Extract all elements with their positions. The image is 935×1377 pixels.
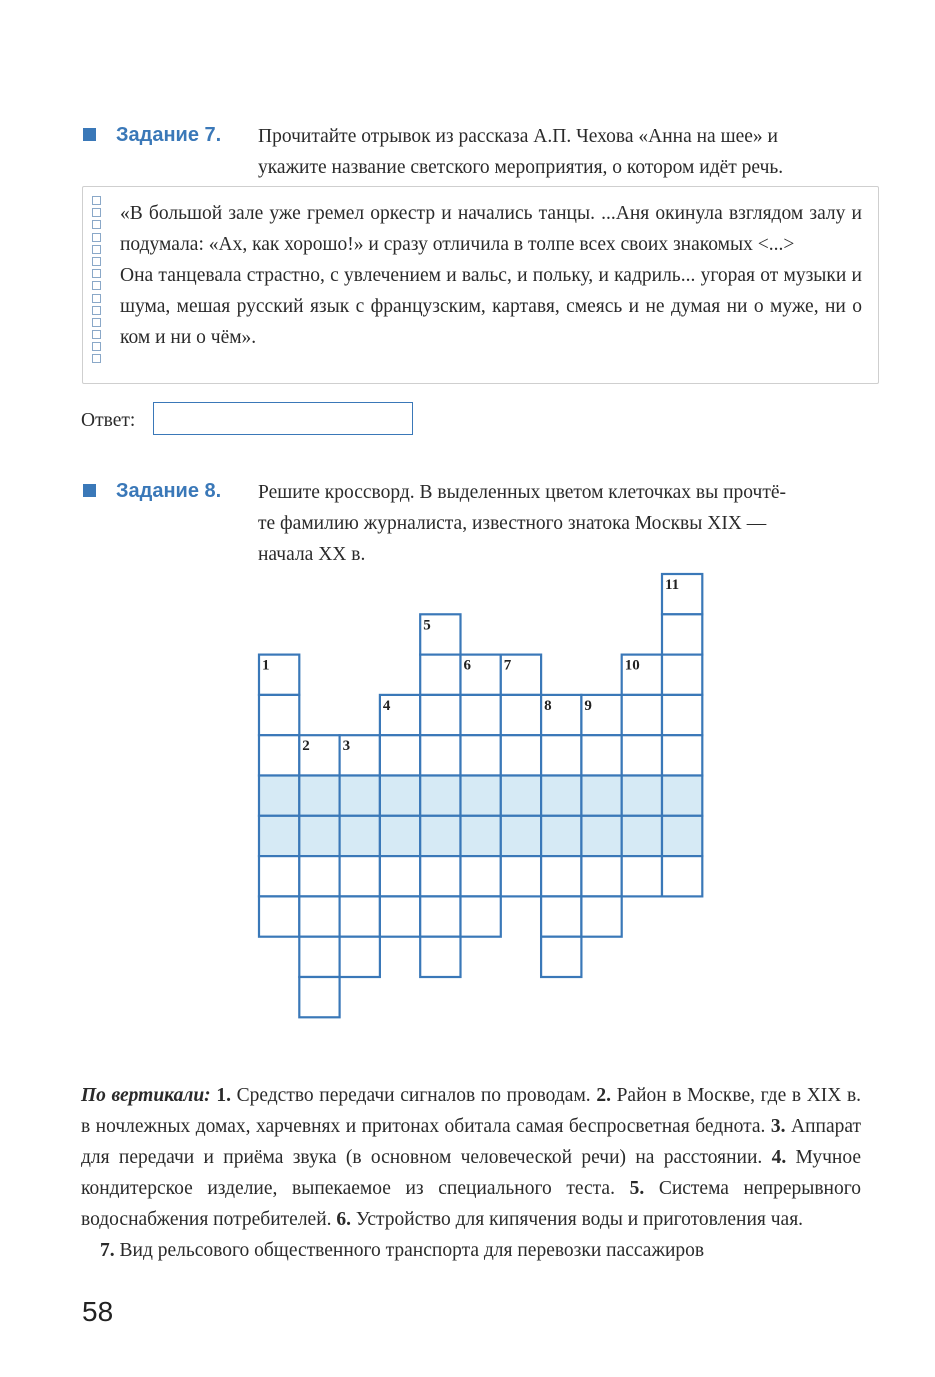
crossword-cell[interactable] — [420, 937, 460, 977]
task7-line2: укажите название светского мероприятия, о котором идёт речь. — [258, 157, 784, 178]
clue-number: 5. — [629, 1178, 645, 1199]
crossword-cell-highlighted[interactable] — [662, 816, 702, 856]
crossword-cell[interactable] — [461, 856, 501, 896]
crossword-cell[interactable] — [420, 655, 460, 695]
crossword-cell[interactable] — [259, 896, 299, 936]
task7-label: Задание 7. — [116, 124, 222, 146]
crossword-clue-number: 1 — [262, 657, 270, 674]
crossword-cell-highlighted[interactable] — [541, 776, 581, 816]
crossword-cell[interactable] — [622, 856, 662, 896]
crossword-clue-number: 11 — [665, 577, 680, 593]
crossword-cell-highlighted[interactable] — [259, 816, 299, 856]
crossword-cell-highlighted[interactable] — [380, 776, 420, 816]
crossword-cell-highlighted[interactable] — [259, 776, 299, 816]
clue-number: 2. — [596, 1085, 611, 1106]
clue-text: Район в Москве, где в XIX в. в ночлежных домах, харчевнях и притонах обитала самая беспросветная беднота. — [81, 1085, 862, 1137]
crossword-cell-highlighted[interactable] — [501, 816, 541, 856]
crossword-cell-highlighted[interactable] — [662, 776, 702, 816]
crossword-clue-number: 8 — [544, 697, 552, 714]
crossword-cell[interactable] — [541, 896, 581, 936]
crossword-clue-number: 6 — [463, 657, 471, 674]
crossword-cell[interactable] — [581, 856, 621, 896]
clue-text: Средство передачи сигналов по проводам. — [236, 1085, 591, 1106]
clues-down — [81, 1080, 861, 1235]
crossword-cell[interactable] — [541, 856, 581, 896]
crossword-cell[interactable] — [461, 735, 501, 775]
clue-number: 6. — [336, 1209, 352, 1230]
crossword-cell-highlighted[interactable] — [501, 776, 541, 816]
clue-7 — [81, 1235, 861, 1266]
crossword-cell[interactable] — [299, 977, 339, 1017]
crossword-clue-number: 3 — [342, 738, 351, 755]
clues-heading: По вертикали: — [81, 1085, 211, 1106]
clue-text: Вид рельсового общественного транспорта для перевозки пассажиров — [119, 1240, 705, 1261]
clue-number: 7. — [100, 1240, 115, 1261]
crossword-cell[interactable] — [662, 695, 702, 735]
crossword-cell[interactable] — [340, 856, 380, 896]
crossword-cell[interactable] — [380, 735, 420, 775]
crossword-clue-number: 7 — [503, 657, 512, 674]
crossword-cell[interactable] — [340, 896, 380, 936]
page-number: 58 — [82, 1296, 114, 1327]
crossword-cell[interactable] — [420, 735, 460, 775]
crossword-clue-number: 5 — [423, 617, 431, 634]
crossword-cell-highlighted[interactable] — [340, 776, 380, 816]
answer-label: Ответ: — [81, 410, 136, 431]
crossword-cell[interactable] — [259, 695, 299, 735]
crossword-cell[interactable] — [662, 614, 702, 654]
crossword-cell-highlighted[interactable] — [581, 776, 621, 816]
crossword-cell-highlighted[interactable] — [461, 776, 501, 816]
crossword-cell[interactable] — [340, 937, 380, 977]
crossword-cell[interactable] — [662, 655, 702, 695]
crossword-cell-highlighted[interactable] — [420, 776, 460, 816]
crossword-clue-number: 4 — [382, 697, 391, 714]
crossword-cell[interactable] — [541, 735, 581, 775]
task8-label: Задание 8. — [116, 480, 222, 502]
clue-number: 1. — [216, 1085, 231, 1106]
crossword-clue-number: 9 — [584, 697, 592, 714]
crossword-cell-highlighted[interactable] — [420, 816, 460, 856]
clue-text: Аппарат для передачи и приёма звука (в основном человеческой речи) на расстоянии. — [81, 1116, 862, 1168]
clue-number: 3. — [770, 1116, 786, 1137]
task8-line1: Решите кроссворд. В выделенных цветом клеточках вы прочтё- — [258, 482, 787, 503]
clue-text: Мучное кондитерское изделие, выпекаемое из специального теста. — [81, 1147, 862, 1199]
task7-line1: Прочитайте отрывок из рассказа А.П. Чехова «Анна на шее» и — [258, 126, 778, 147]
crossword-cell[interactable] — [380, 896, 420, 936]
crossword-cell[interactable] — [662, 856, 702, 896]
crossword-cell[interactable] — [461, 695, 501, 735]
crossword-cell[interactable] — [581, 735, 621, 775]
crossword-cell-highlighted[interactable] — [299, 776, 339, 816]
task8-line2: те фамилию журналиста, известного знатока Москвы XIX — — [258, 513, 767, 534]
crossword-cell[interactable] — [501, 735, 541, 775]
crossword-cell[interactable] — [581, 896, 621, 936]
crossword-cell-highlighted[interactable] — [541, 816, 581, 856]
quote-paragraph-1: «В большой зале уже гремел оркестр и начались танцы. ...Аня окинула взглядом залу и подумала: «Ах, как хорошо!» и сразу отличила в толпе всех своих знакомых <...> — [120, 203, 862, 255]
clues-block — [81, 1080, 861, 1266]
crossword-cell[interactable] — [662, 735, 702, 775]
crossword-cell[interactable] — [299, 856, 339, 896]
crossword-cell[interactable] — [420, 896, 460, 936]
crossword-cell-highlighted[interactable] — [581, 816, 621, 856]
task8-line3: начала XX в. — [258, 544, 366, 565]
clue-text: Система непрерывного водоснабжения потребителей. — [81, 1178, 861, 1230]
crossword-cell[interactable] — [541, 937, 581, 977]
crossword-cell[interactable] — [461, 896, 501, 936]
crossword-cell[interactable] — [420, 856, 460, 896]
crossword-cell-highlighted[interactable] — [622, 816, 662, 856]
crossword-cell[interactable] — [622, 735, 662, 775]
crossword-cell[interactable] — [259, 735, 299, 775]
crossword-cell[interactable] — [299, 937, 339, 977]
crossword-cell[interactable] — [380, 856, 420, 896]
clue-text: Устройство для кипячения воды и приготовления чая. — [355, 1209, 804, 1230]
crossword-cell[interactable] — [299, 896, 339, 936]
crossword-cell[interactable] — [420, 695, 460, 735]
crossword-cell[interactable] — [259, 856, 299, 896]
crossword-clue-number: 10 — [624, 657, 640, 674]
crossword-cell-highlighted[interactable] — [299, 816, 339, 856]
crossword-cell[interactable] — [501, 856, 541, 896]
crossword-cell-highlighted[interactable] — [340, 816, 380, 856]
crossword-cell[interactable] — [622, 695, 662, 735]
clue-number: 4. — [771, 1147, 787, 1168]
crossword-cell-highlighted[interactable] — [461, 816, 501, 856]
crossword-cell-highlighted[interactable] — [622, 776, 662, 816]
crossword-cell[interactable] — [501, 695, 541, 735]
crossword-clue-number: 2 — [302, 738, 310, 755]
quote-paragraph-2: Она танцевала страстно, с увлечением и вальс, и польку, и кадриль... угорая от музыки и шума, мешая русский язык с французским, картавя, смеясь и не думая ни о муже, ни о ком и ни о чём». — [120, 265, 862, 348]
crossword-cell-highlighted[interactable] — [380, 816, 420, 856]
